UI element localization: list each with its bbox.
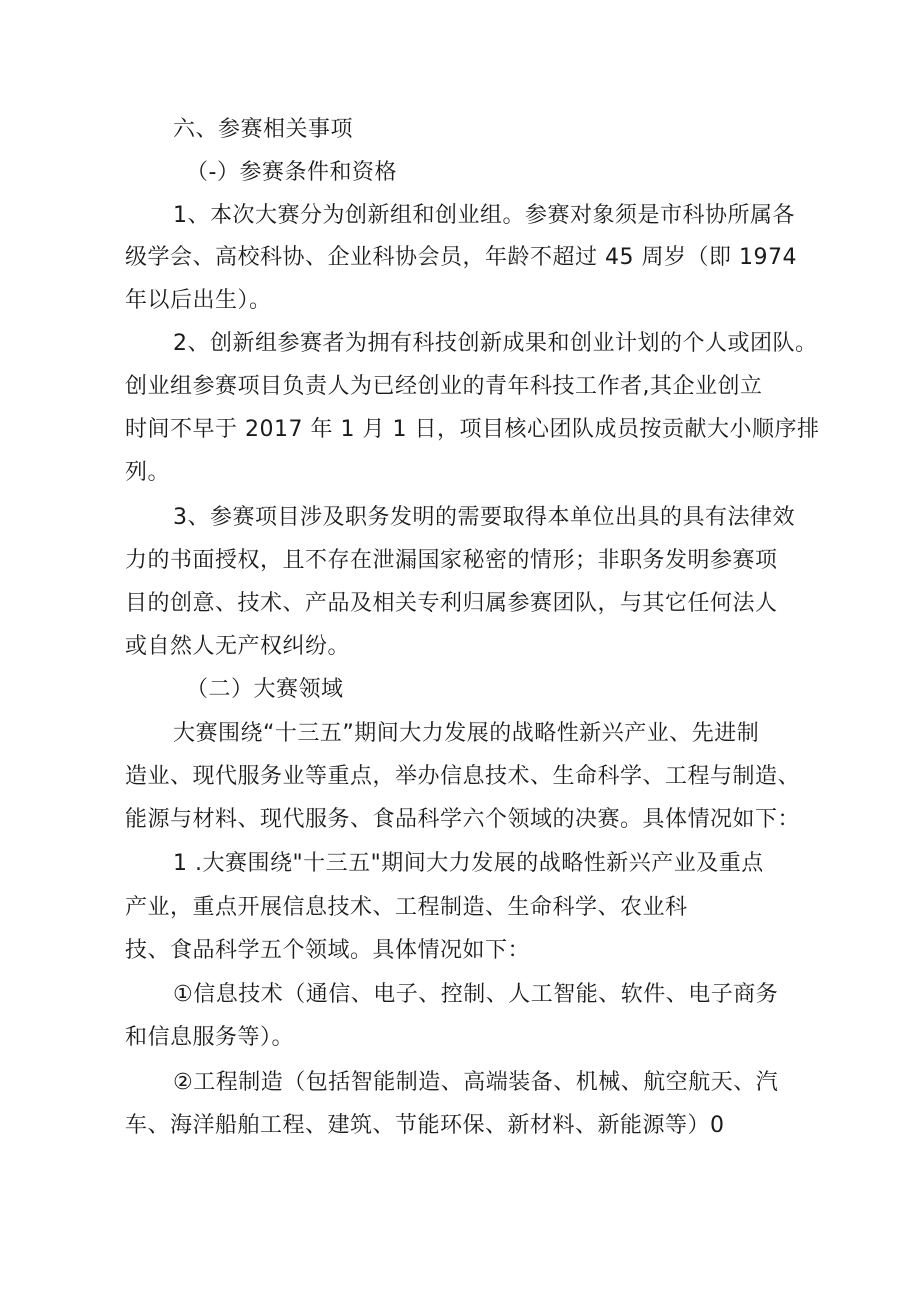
item-2-line-3: 时间不早于 2017 年 1 月 1 日，项目核心团队成员按贡献大小顺序排 bbox=[125, 417, 820, 442]
fields-paragraph-line-2: 造业、现代服务业等重点，举办信息技术、生命科学、工程与制造、 bbox=[125, 764, 801, 789]
item-2-line-4: 列。 bbox=[125, 460, 171, 485]
list-paragraph-line-3: 技、食品科学五个领域。具体情况如下： bbox=[125, 938, 531, 963]
item-1-line-2: 级学会、高校科协、企业科协会员，年龄不超过 45 周岁（即 1974 bbox=[125, 245, 797, 270]
item-3-line-3: 目的创意、技术、产品及相关专利归属参赛团队，与其它任何法人 bbox=[125, 591, 778, 616]
item-3-line-4: 或自然人无产权纠纷。 bbox=[125, 634, 351, 659]
fields-paragraph-line-1: 大赛围绕“十三五”期间大力发展的战略性新兴产业、先进制 bbox=[173, 721, 760, 746]
field-2-line-1: ②工程制造（包括智能制造、高端装备、机械、航空航天、汽 bbox=[173, 1070, 779, 1095]
subsection-heading-fields: （二）大赛领域 bbox=[186, 677, 344, 702]
fields-paragraph-line-3: 能源与材料、现代服务、食品科学六个领域的决赛。具体情况如下： bbox=[125, 807, 801, 832]
list-paragraph-line-2: 产业，重点开展信息技术、工程制造、生命科学、农业科 bbox=[125, 895, 688, 920]
item-1-line-1: 1、本次大赛分为创新组和创业组。参赛对象须是市科协所属各 bbox=[173, 203, 795, 228]
item-2-line-2: 创业组参赛项目负责人为已经创业的青年科技工作者,其企业创立 bbox=[125, 374, 763, 399]
field-1-line-2: 和信息服务等）。 bbox=[125, 1025, 295, 1050]
item-3-line-2: 力的书面授权，且不存在泄漏国家秘密的情形；非职务发明参赛项 bbox=[125, 548, 778, 573]
list-paragraph-line-1: 1 .大赛围绕"十三五"期间大力发展的战略性新兴产业及重点 bbox=[173, 851, 764, 876]
section-heading: 六、参赛相关事项 bbox=[173, 117, 354, 142]
item-3-line-1: 3、参赛项目涉及职务发明的需要取得本单位出具的具有法律效 bbox=[173, 505, 795, 530]
subsection-heading-conditions: （-）参赛条件和资格 bbox=[186, 160, 397, 185]
item-1-line-3: 年以后出生）。 bbox=[125, 288, 272, 313]
field-1-line-1: ①信息技术（通信、电子、控制、人工智能、软件、电子商务 bbox=[173, 982, 779, 1007]
field-2-line-2: 车、海洋船舶工程、建筑、节能环保、新材料、新能源等）0 bbox=[125, 1113, 725, 1138]
item-2-line-1: 2、创新组参赛者为拥有科技创新成果和创业计划的个人或团队。 bbox=[173, 331, 818, 356]
